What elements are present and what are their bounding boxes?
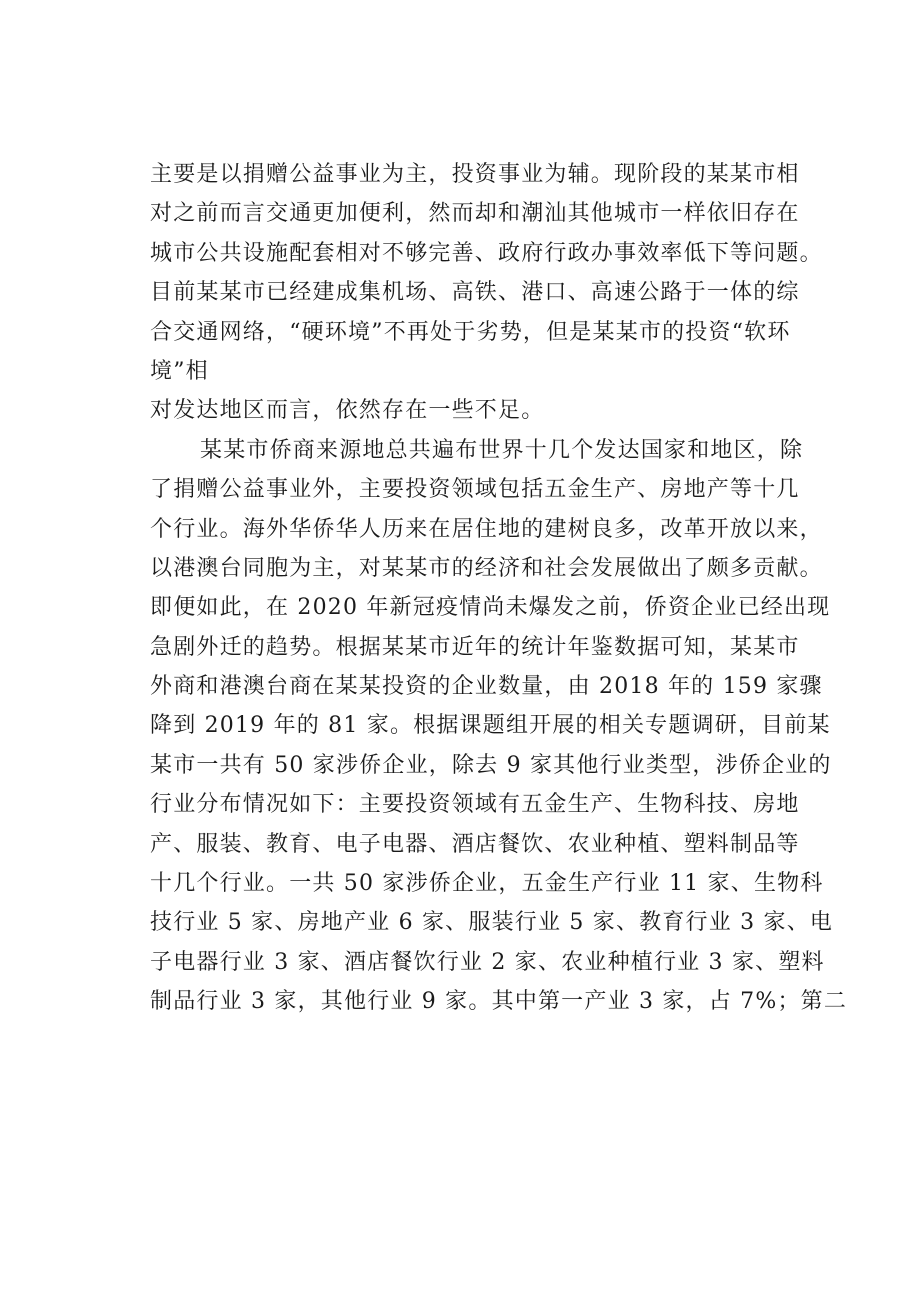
text-line: 对之前而言交通更加便利，然而却和潮汕其他城市一样依旧存在 xyxy=(150,201,800,227)
text-line: 技行业 5 家、房地产业 6 家、服装行业 5 家、教育行业 3 家、电 xyxy=(150,910,834,936)
text-line: 主要是以捐赠公益事业为主，投资事业为辅。现阶段的某某市相 xyxy=(150,162,800,187)
text-line: 合交通网络，“硬环境”不再处于劣势，但是某某市的投资“软环 xyxy=(150,319,791,345)
text-line: 对发达地区而言，依然存在一些不足。 xyxy=(150,398,545,424)
text-line: 目前某某市已经建成集机场、高铁、港口、高速公路于一体的综 xyxy=(150,280,800,306)
text-line: 降到 2019 年的 81 家。根据课题组开展的相关专题调研，目前某 xyxy=(150,713,831,739)
text-line: 外商和港澳台商在某某投资的企业数量，由 2018 年的 159 家骤 xyxy=(150,674,823,700)
text-line: 城市公共设施配套相对不够完善、政府行政办事效率低下等问题。 xyxy=(150,240,823,266)
text-line: 即便如此，在 2020 年新冠疫情尚未爆发之前，侨资企业已经出现 xyxy=(150,595,831,621)
text-line: 了捐赠公益事业外，主要投资领域包括五金生产、房地产等十几 xyxy=(150,477,800,503)
text-line: 以港澳台同胞为主，对某某市的经济和社会发展做出了颇多贡献。 xyxy=(150,555,823,581)
text-line: 个行业。海外华侨华人历来在居住地的建树良多，改革开放以来， xyxy=(150,516,823,542)
text-line: 某市一共有 50 家涉侨企业，除去 9 家其他行业类型，涉侨企业的 xyxy=(150,752,832,778)
text-line: 急剧外迁的趋势。根据某某市近年的统计年鉴数据可知，某某市 xyxy=(150,634,800,660)
text-line: 制品行业 3 家，其他行业 9 家。其中第一产业 3 家，占 7%；第二 xyxy=(150,989,848,1015)
paragraph-first-line: 某某市侨商来源地总共遍布世界十几个发达国家和地区，除 xyxy=(200,437,804,463)
text-line: 十几个行业。一共 50 家涉侨企业，五金生产行业 11 家、生物科 xyxy=(150,871,824,897)
text-line: 产、服装、教育、电子电器、酒店餐饮、农业种植、塑料制品等 xyxy=(150,831,800,857)
text-line: 行业分布情况如下：主要投资领域有五金生产、生物科技、房地 xyxy=(150,792,800,818)
body-text xyxy=(150,155,848,1022)
text-line: 子电器行业 3 家、酒店餐饮行业 2 家、农业种植行业 3 家、塑料 xyxy=(150,949,825,975)
text-line: 境”相 xyxy=(150,358,209,384)
